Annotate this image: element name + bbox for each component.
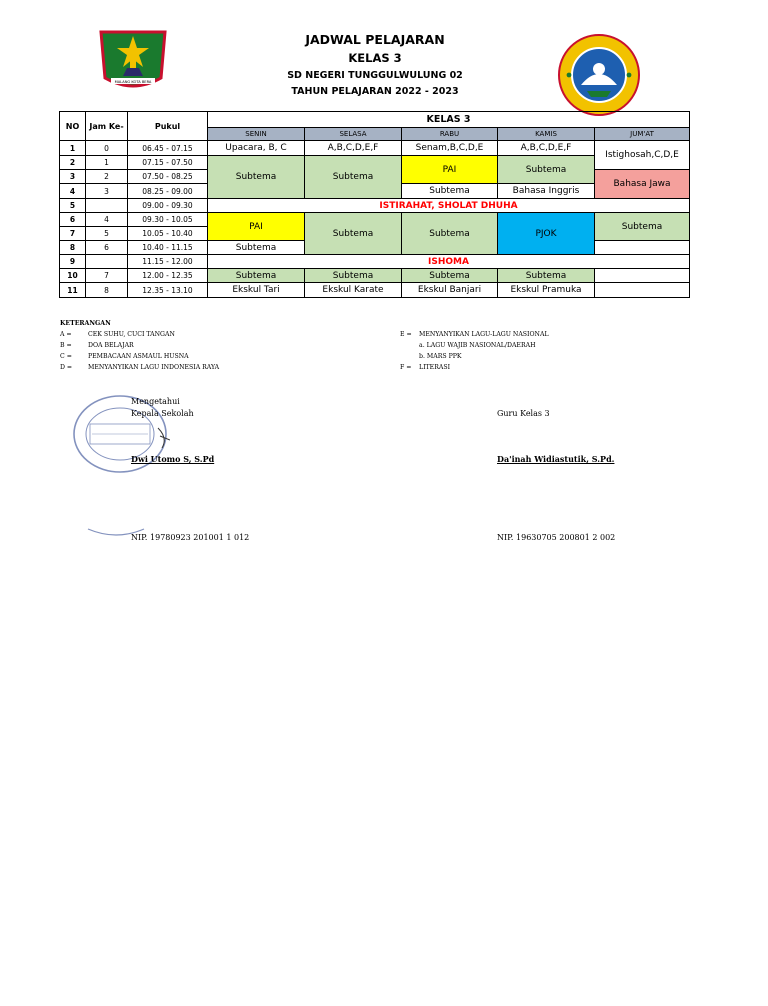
kepala-sekolah-nip: NIP. 19780923 201001 1 012 — [131, 533, 250, 542]
row-jam: 6 — [86, 241, 128, 255]
row-pukul: 11.15 - 12.00 — [128, 255, 208, 269]
cell-rabu: Subtema — [402, 184, 498, 199]
row-no: 7 — [60, 227, 86, 241]
day-selasa: SELASA — [305, 128, 402, 141]
row-jam: 4 — [86, 213, 128, 227]
legend-value-e-b: b. MARS PPK — [419, 353, 462, 360]
document-title: JADWAL PELAJARAN — [305, 32, 445, 47]
legend-key-e: E = — [400, 331, 412, 338]
row-pukul: 07.15 - 07.50 — [128, 156, 208, 170]
cell-senin: Subtema — [208, 156, 305, 199]
academic-year: TAHUN PELAJARAN 2022 - 2023 — [291, 86, 459, 97]
cell-selasa: Ekskul Karate — [305, 283, 402, 298]
kepala-sekolah-label: Kepala Sekolah — [131, 409, 194, 418]
row-no: 3 — [60, 170, 86, 184]
schedule-table — [59, 111, 690, 298]
cell-kamis: PJOK — [498, 213, 595, 255]
table-row — [60, 199, 690, 213]
legend-key-b: B = — [60, 342, 72, 349]
table-row — [60, 283, 690, 298]
row-pukul: 08.25 - 09.00 — [128, 184, 208, 199]
legend-value-c: PEMBACAAN ASMAUL HUSNA — [88, 353, 189, 360]
row-pukul: 10.40 - 11.15 — [128, 241, 208, 255]
cell-selasa: Subtema — [305, 213, 402, 255]
row-jam: 7 — [86, 269, 128, 283]
table-row — [60, 255, 690, 269]
row-no: 5 — [60, 199, 86, 213]
legend-key-a: A = — [60, 331, 72, 338]
legend-value-e-a: a. LAGU WAJIB NASIONAL/DAERAH — [419, 342, 536, 349]
legend-value-b: DOA BELAJAR — [88, 342, 134, 349]
row-pukul: 07.50 - 08.25 — [128, 170, 208, 184]
cell-kamis: Bahasa Inggris — [498, 184, 595, 199]
row-pukul: 06.45 - 07.15 — [128, 141, 208, 156]
table-row — [60, 141, 690, 156]
row-no: 1 — [60, 141, 86, 156]
guru-kelas-nip: NIP. 19630705 200801 2 002 — [497, 533, 616, 542]
legend-value-d: MENYANYIKAN LAGU INDONESIA RAYA — [88, 364, 220, 371]
cell-jumat-empty — [595, 269, 690, 283]
guru-kelas-label: Guru Kelas 3 — [497, 409, 550, 418]
row-jam: 5 — [86, 227, 128, 241]
cell-selasa: A,B,C,D,E,F — [305, 141, 402, 156]
header-jam: Jam Ke- — [86, 112, 128, 141]
row-no: 11 — [60, 283, 86, 298]
cell-senin: Upacara, B, C — [208, 141, 305, 156]
cell-senin: PAI — [208, 213, 305, 241]
header-kelas: KELAS 3 — [208, 112, 690, 128]
svg-text:MALANG KOTA BERA: MALANG KOTA BERA — [114, 80, 152, 84]
cell-kamis: Ekskul Pramuka — [498, 283, 595, 298]
cell-rabu: PAI — [402, 156, 498, 184]
legend-key-d: D = — [60, 364, 73, 371]
break-istirahat: ISTIRAHAT, SHOLAT DHUHA — [208, 199, 690, 213]
row-pukul: 09.30 - 10.05 — [128, 213, 208, 227]
cell-selasa: Subtema — [305, 269, 402, 283]
cell-selasa: Subtema — [305, 156, 402, 199]
cell-rabu: Subtema — [402, 269, 498, 283]
cell-rabu: Ekskul Banjari — [402, 283, 498, 298]
cell-kamis: Subtema — [498, 156, 595, 184]
cell-jumat: Subtema — [595, 213, 690, 241]
row-jam: 0 — [86, 141, 128, 156]
cell-senin: Subtema — [208, 241, 305, 255]
legend-key-f: F = — [400, 364, 412, 371]
cell-senin: Ekskul Tari — [208, 283, 305, 298]
cell-rabu: Senam,B,C,D,E — [402, 141, 498, 156]
cell-jumat-empty — [595, 283, 690, 298]
row-no: 9 — [60, 255, 86, 269]
row-no: 4 — [60, 184, 86, 199]
row-no: 10 — [60, 269, 86, 283]
legend-key-c: C = — [60, 353, 72, 360]
table-row — [60, 269, 690, 283]
legend-value-f: LITERASI — [419, 364, 451, 371]
mengetahui-label: Mengetahui — [131, 397, 180, 406]
row-jam: 1 — [86, 156, 128, 170]
day-jumat: JUM'AT — [595, 128, 690, 141]
header-no: NO — [60, 112, 86, 141]
row-jam: 2 — [86, 170, 128, 184]
row-jam — [86, 199, 128, 213]
day-kamis: KAMIS — [498, 128, 595, 141]
row-no: 2 — [60, 156, 86, 170]
cell-kamis: Subtema — [498, 269, 595, 283]
cell-rabu: Subtema — [402, 213, 498, 255]
legend-value-e: MENYANYIKAN LAGU-LAGU NASIONAL — [419, 331, 549, 338]
row-jam: 8 — [86, 283, 128, 298]
keterangan-title: KETERANGAN — [60, 320, 111, 327]
cell-senin: Subtema — [208, 269, 305, 283]
guru-kelas-name: Da'inah Widiastutik, S.Pd. — [497, 454, 615, 464]
row-pukul: 09.00 - 09.30 — [128, 199, 208, 213]
day-senin: SENIN — [208, 128, 305, 141]
row-pukul: 10.05 - 10.40 — [128, 227, 208, 241]
row-jam — [86, 255, 128, 269]
cell-jumat-empty — [595, 241, 690, 255]
legend-value-a: CEK SUHU, CUCI TANGAN — [88, 331, 175, 338]
cell-jumat: Bahasa Jawa — [595, 170, 690, 199]
table-row — [60, 213, 690, 227]
day-rabu: RABU — [402, 128, 498, 141]
row-no: 8 — [60, 241, 86, 255]
city-emblem-logo — [97, 28, 169, 94]
cell-kamis: A,B,C,D,E,F — [498, 141, 595, 156]
row-pukul: 12.35 - 13.10 — [128, 283, 208, 298]
row-no: 6 — [60, 213, 86, 227]
class-title: KELAS 3 — [348, 51, 402, 65]
break-ishoma: ISHOMA — [208, 255, 690, 269]
header-pukul: Pukul — [128, 112, 208, 141]
school-logo — [557, 33, 641, 117]
row-pukul: 12.00 - 12.35 — [128, 269, 208, 283]
school-name: SD NEGERI TUNGGULWULUNG 02 — [287, 70, 463, 81]
kepala-sekolah-name: Dwi Utomo S, S.Pd — [131, 454, 215, 464]
row-jam: 3 — [86, 184, 128, 199]
cell-jumat: Istighosah,C,D,E — [595, 141, 690, 170]
